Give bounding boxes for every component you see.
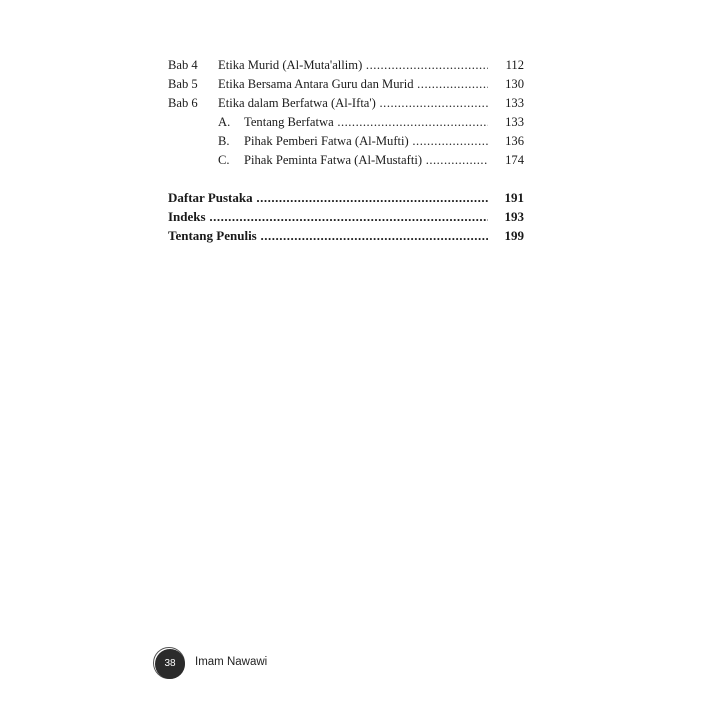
section-title: Tentang Penulis ..... — [168, 226, 488, 245]
page-number: 136 — [505, 134, 524, 148]
section-title: Daftar Pustaka ..... — [168, 188, 488, 207]
toc-entry-bab-5[interactable] — [168, 75, 524, 94]
subentry-letter: B. — [218, 134, 230, 148]
toc-entry-bab-6[interactable] — [168, 94, 524, 113]
toc-subentry-c[interactable] — [168, 151, 524, 170]
toc-entry-indeks[interactable] — [168, 207, 524, 226]
section-gap — [168, 170, 524, 188]
chapter-number: Bab 4 — [168, 58, 198, 72]
page-number: 133 — [505, 115, 524, 129]
running-title: Imam Nawawi — [195, 656, 268, 668]
chapter-number: Bab 5 — [168, 77, 198, 91]
page-number: 112 — [505, 58, 524, 72]
subentry-title: Tentang Berfatwa ..... — [244, 113, 488, 132]
chapter-title: Etika dalam Berfatwa (Al-Ifta') ..... — [218, 94, 488, 113]
subentry-letter: C. — [218, 153, 230, 167]
subentry-title: Pihak Pemberi Fatwa (Al-Mufti) ..... — [244, 132, 488, 151]
toc-entry-daftar-pustaka[interactable] — [168, 188, 524, 207]
chapter-title: Etika Bersama Antara Guru dan Murid ..... — [218, 75, 488, 94]
subentry-title: Pihak Peminta Fatwa (Al-Mustafti) ..... — [244, 151, 488, 170]
toc-subentry-a[interactable] — [168, 113, 524, 132]
toc-entry-tentang-penulis[interactable] — [168, 226, 524, 245]
page-number-badge: 38 — [155, 649, 185, 679]
subentry-letter: A. — [218, 115, 231, 129]
page-number: 191 — [504, 190, 524, 205]
table-of-contents — [168, 56, 524, 245]
page-number: 199 — [504, 228, 524, 243]
page-number: 130 — [505, 77, 524, 91]
page-number: 133 — [505, 96, 524, 110]
page-number: 174 — [505, 153, 524, 167]
chapter-title: Etika Murid (Al-Muta'allim) ..... — [218, 56, 488, 75]
section-title: Indeks ..... — [168, 207, 488, 226]
toc-entry-bab-4[interactable] — [168, 56, 524, 75]
chapter-number: Bab 6 — [168, 96, 198, 110]
toc-subentry-b[interactable] — [168, 132, 524, 151]
page-number: 193 — [504, 209, 524, 224]
